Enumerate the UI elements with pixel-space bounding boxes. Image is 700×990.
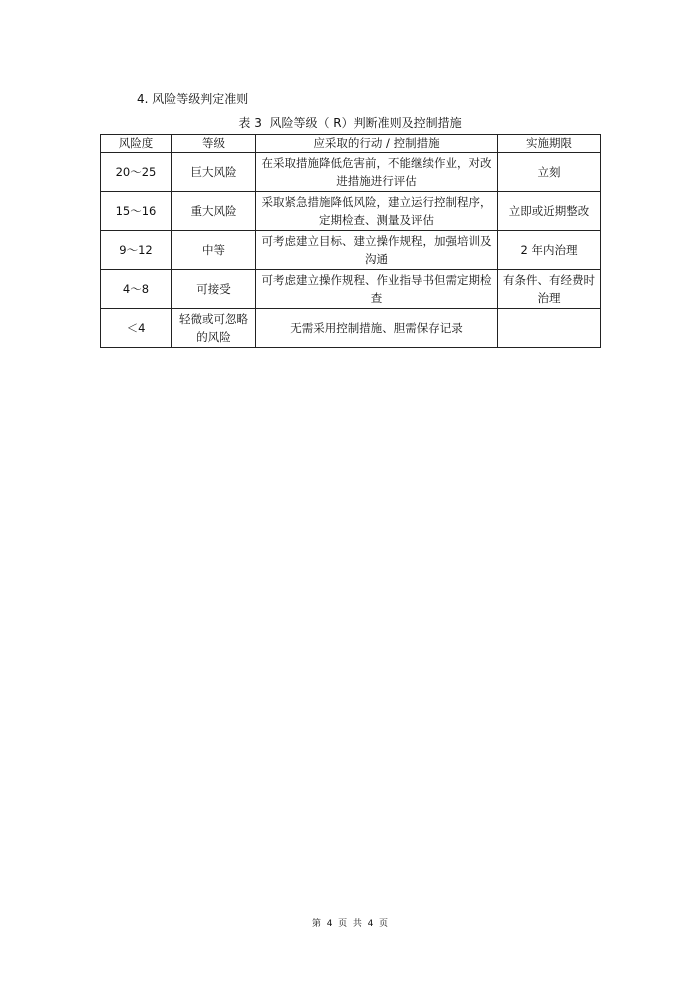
cell-level: 可接受 [172, 270, 256, 309]
cell-deadline: 立即或近期整改 [498, 192, 601, 231]
header-risk-degree: 风险度 [101, 135, 172, 153]
header-action: 应采取的行动 / 控制措施 [256, 135, 498, 153]
cell-action: 可考虑建立目标、建立操作规程，加强培训及沟通 [256, 231, 498, 270]
cell-action: 在采取措施降低危害前，不能继续作业，对改进措施进行评估 [256, 153, 498, 192]
table-row [101, 270, 601, 309]
table-header-row [101, 135, 601, 153]
table-row [101, 192, 601, 231]
cell-level: 轻微或可忽略的风险 [172, 309, 256, 348]
cell-risk-degree: 20～25 [101, 153, 172, 192]
cell-deadline [498, 309, 601, 348]
cell-level: 中等 [172, 231, 256, 270]
table-row [101, 153, 601, 192]
cell-risk-degree: 4～8 [101, 270, 172, 309]
cell-risk-degree: 9～12 [101, 231, 172, 270]
risk-level-table [100, 134, 601, 348]
table-row [101, 231, 601, 270]
table-row [101, 309, 601, 348]
table-caption: 表 3 风险等级（ R）判断准则及控制措施 [238, 116, 462, 130]
cell-deadline: 有条件、有经费时治理 [498, 270, 601, 309]
section-heading: 4. 风险等级判定准则 [137, 92, 249, 106]
cell-action: 采取紧急措施降低风险，建立运行控制程序，定期检查、测量及评估 [256, 192, 498, 231]
cell-deadline: 2 年内治理 [498, 231, 601, 270]
header-deadline: 实施期限 [498, 135, 601, 153]
cell-level: 重大风险 [172, 192, 256, 231]
header-level: 等级 [172, 135, 256, 153]
cell-level: 巨大风险 [172, 153, 256, 192]
cell-risk-degree: 15～16 [101, 192, 172, 231]
page-footer: 第 4 页 共 4 页 [311, 919, 389, 929]
cell-action: 可考虑建立操作规程、作业指导书但需定期检查 [256, 270, 498, 309]
cell-deadline: 立刻 [498, 153, 601, 192]
cell-risk-degree: ＜4 [101, 309, 172, 348]
cell-action: 无需采用控制措施、胆需保存记录 [256, 309, 498, 348]
